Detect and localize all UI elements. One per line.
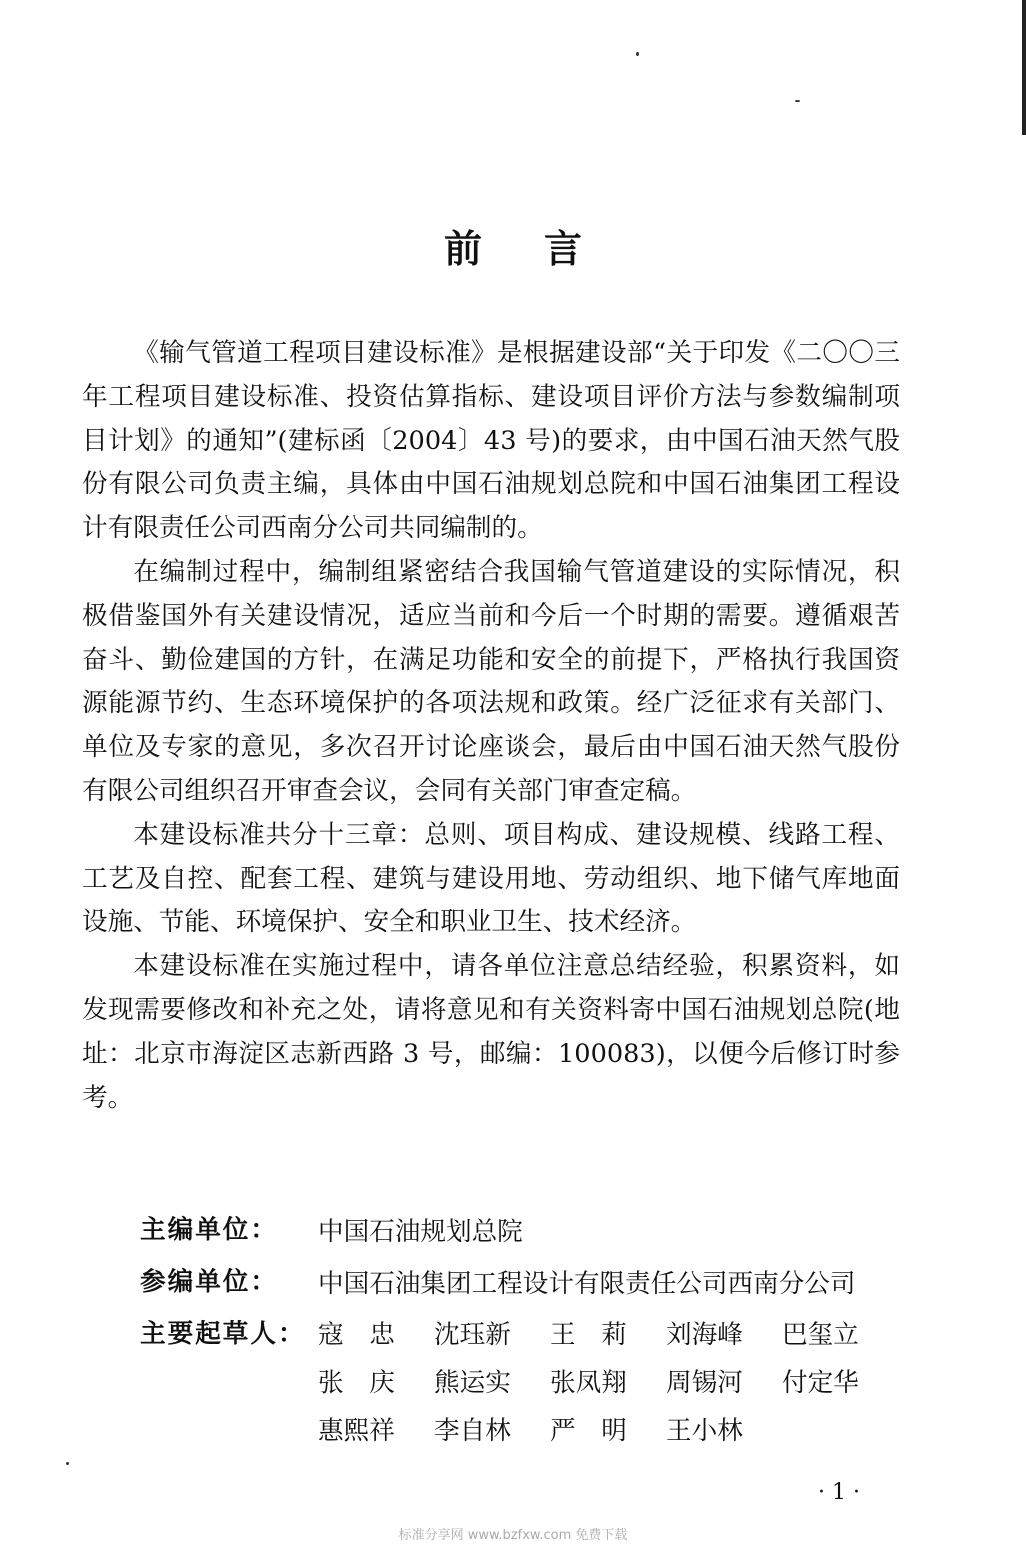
body-text: [82, 332, 900, 1120]
drafter-name: 王小林: [666, 1416, 743, 1446]
scan-speck: [636, 52, 639, 56]
drafter-name: 王 莉: [550, 1320, 627, 1350]
drafter-name: 寇 忠: [318, 1320, 395, 1350]
page-number: · 1 ·: [818, 1480, 860, 1505]
paragraph: 在编制过程中，编制组紧密结合我国输气管道建设的实际情况，积极借鉴国外有关建设情况，适应当前和今后一个时期的需要。遵循艰苦奋斗、勤俭建国的方针，在满足功能和安全的前提下，严格执行我国资源能源节约、生态环境保护的各项法规和政策。经广泛征求有关部门、单位及专家的意见，多次召开讨论座谈会，最后由中国石油天然气股份有限公司组织召开审查会议，会同有关部门审查定稿。: [82, 556, 900, 806]
chief-editor-row: [140, 1210, 910, 1254]
drafter-name: 严 明: [550, 1416, 627, 1446]
scan-edge-line: [1022, 0, 1026, 135]
credits: [140, 1210, 910, 1460]
chief-editor-value: 中国石油规划总院: [318, 1217, 523, 1247]
drafter-name: 巴玺立: [782, 1320, 859, 1350]
participant-label: 参编单位：: [140, 1267, 278, 1297]
drafter-name: 沈珏新: [434, 1320, 511, 1350]
drafter-name: 付定华: [782, 1368, 859, 1398]
paragraph: 《输气管道工程项目建设标准》是根据建设部“关于印发《二〇〇三年工程项目建设标准、投资估算指标、建设项目评价方法与参数编制项目计划》的通知”(建标函〔2004〕43 号)的要求，由中国石油天然气股份有限公司负责主编，具体由中国石油规划总院和中国石油集团工程设计有限责任公司西南分公司共同编制的。: [82, 338, 900, 544]
drafters-label: 主要起草人：: [140, 1319, 306, 1349]
paragraph: 本建设标准在实施过程中，请各单位注意总结经验，积累资料，如发现需要修改和补充之处，请将意见和有关资料寄中国石油规划总院(地址：北京市海淀区志新西路 3 号，邮编：100083)，以便今后修订时参考。: [82, 951, 900, 1113]
chief-editor-label: 主编单位：: [140, 1215, 278, 1245]
drafter-name: 李自林: [434, 1416, 511, 1446]
drafter-name: 惠熙祥: [318, 1416, 395, 1446]
drafters-row: [140, 1314, 910, 1452]
scan-speck: [66, 1462, 69, 1465]
drafter-name: 熊运实: [434, 1368, 511, 1398]
drafters-list: [318, 1314, 910, 1452]
watermark: 标准分享网 www.bzfxw.com 免费下载: [398, 1528, 628, 1543]
drafter-name: 周锡河: [666, 1368, 743, 1398]
drafter-name: 刘海峰: [666, 1320, 743, 1350]
page-title: 前言: [443, 226, 644, 271]
drafter-name: 张 庆: [318, 1368, 395, 1398]
participant-row: [140, 1262, 910, 1306]
drafter-name: 张凤翔: [550, 1368, 627, 1398]
participant-value: 中国石油集团工程设计有限责任公司西南分公司: [318, 1269, 856, 1299]
paragraph: 本建设标准共分十三章：总则、项目构成、建设规模、线路工程、工艺及自控、配套工程、建筑与建设用地、劳动组织、地下储气库地面设施、节能、环境保护、安全和职业卫生、技术经济。: [82, 819, 900, 938]
scan-speck: [795, 100, 800, 102]
